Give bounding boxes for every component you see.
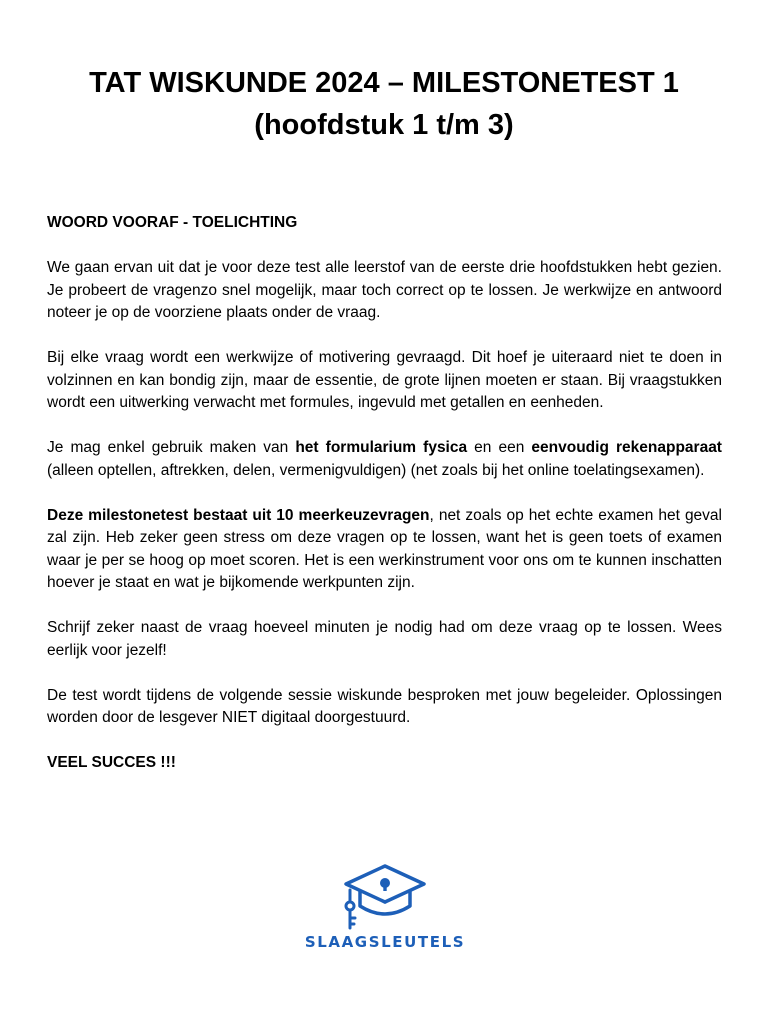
p3-bold-rekenapparaat: eenvoudig rekenapparaat: [531, 439, 722, 456]
page-title: [0, 62, 768, 146]
paragraph-3: [47, 437, 722, 482]
paragraph-6: De test wordt tijdens de volgende sessie wiskunde besproken met jouw begeleider. Oplossingen worden door de lesgever NIET digitaal doorgestuurd.: [47, 686, 722, 726]
section-heading: WOORD VOORAF - TOELICHTING: [47, 214, 298, 231]
slaagsleutels-logo: [300, 862, 470, 957]
p3-text-c: en een: [467, 439, 532, 456]
paragraph-5: Schrijf zeker naast de vraag hoeveel minuten je nodig had om deze vraag op te lossen. Wees eerlijk voor jezelf!: [47, 619, 722, 659]
p3-text-a: Je mag enkel gebruik maken van: [47, 439, 296, 456]
logo-wordmark: SLAAGSLEUTELS: [304, 933, 466, 951]
p4-bold-milestonetest: Deze milestonetest bestaat uit 10 meerkeuzevragen: [47, 506, 430, 524]
title-line-1: TAT WISKUNDE 2024 – MILESTONETEST 1: [89, 67, 679, 99]
title-line-2: (hoofdstuk 1 t/m 3): [254, 109, 514, 141]
graduation-cap-key-icon: [340, 862, 430, 932]
p3-bold-formularium: het formularium fysica: [295, 439, 468, 456]
closing-text: VEEL SUCCES !!!: [47, 754, 176, 771]
paragraph-1: We gaan ervan uit dat je voor deze test alle leerstof van de eerste drie hoofdstukken hebt gezien. Je probeert de vragenzo snel mogelijk, maar toch correct op te lossen. Je werkwijze en antwoord noteer je op de voorziene plaats onder de vraag.: [47, 259, 722, 321]
paragraph-4: [47, 505, 722, 595]
p4-text-b: , net zoals op het echte examen het geval zal zijn. Heb zeker geen stress om deze vragen op te lossen, want het is geen toets of examen waar je per se hoog op moet scoren. Het is een werkinstrument voor ons om te kunnen inschatten hoever je staat en wat je bijkomende werkpunten zijn.: [47, 506, 722, 591]
intro-section: [47, 212, 722, 797]
paragraph-2: Bij elke vraag wordt een werkwijze of motivering gevraagd. Dit hoef je uiteraard niet te doen in volzinnen en kan bondig zijn, maar de essentie, de grote lijnen moeten er staan. Bij vraagstukken wordt een uitwerking verwacht met formules, ingevuld met getallen en eenheden.: [47, 349, 722, 411]
p3-text-e: (alleen optellen, aftrekken, delen, vermenigvuldigen) (net zoals bij het online toelatingsexamen).: [47, 461, 705, 479]
